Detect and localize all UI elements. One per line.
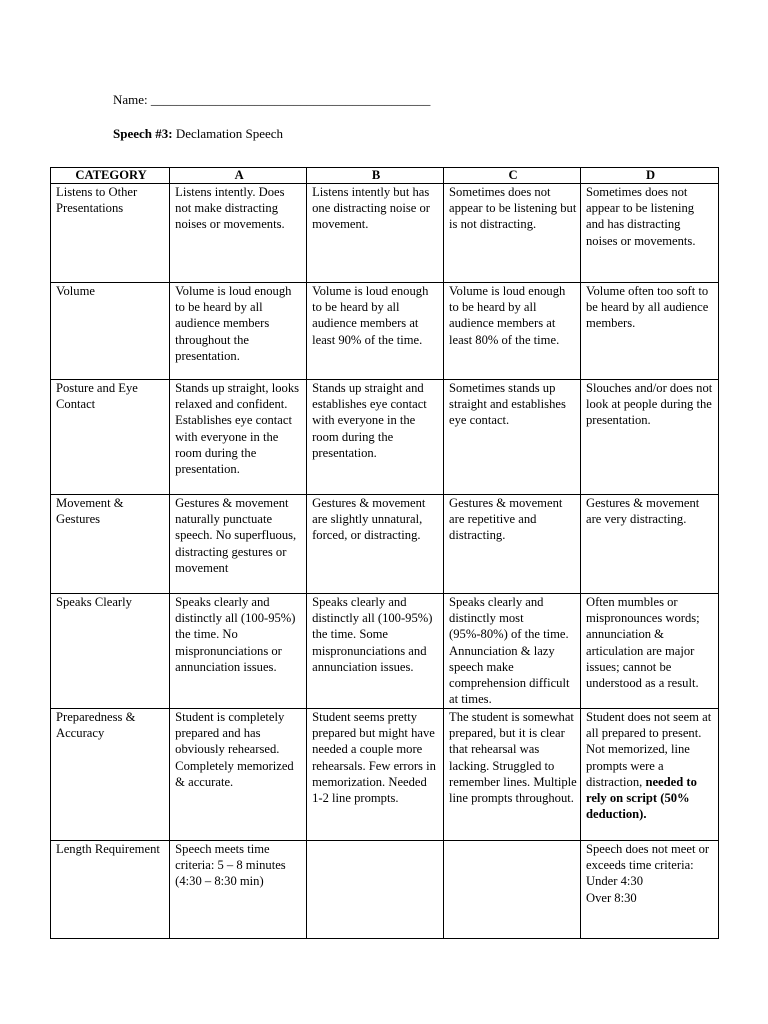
table-row <box>51 594 719 709</box>
name-blank: ___________________________________________ <box>150 92 431 107</box>
grade-d-cell: Slouches and/or does not look at people during the presentation. <box>580 380 718 495</box>
name-label: Name: <box>113 92 148 107</box>
grade-a-cell: Speaks clearly and distinctly all (100-95%) the time. No mispronunciations or annunciation issues. <box>170 594 307 709</box>
category-cell: Listens to Other Presentations <box>51 184 170 283</box>
header-a: A <box>170 168 307 184</box>
grade-c-cell: Volume is loud enough to be heard by all audience members at least 80% of the time. <box>444 283 581 380</box>
category-cell: Movement & Gestures <box>51 495 170 594</box>
grade-a-cell: Stands up straight, looks relaxed and confident. Establishes eye contact with everyone in the room during the presentation. <box>170 380 307 495</box>
grade-d-cell: Often mumbles or mispronounces words; annunciation & articulation are major issues; cannot be understood as a result. <box>580 594 718 709</box>
grade-b-cell: Listens intently but has one distracting noise or movement. <box>307 184 444 283</box>
category-cell: Length Requirement <box>51 841 170 939</box>
grade-a-cell: Speech meets time criteria: 5 – 8 minutes (4:30 – 8:30 min) <box>170 841 307 939</box>
grade-a-cell: Volume is loud enough to be heard by all audience members throughout the presentation. <box>170 283 307 380</box>
grade-d-cell: Sometimes does not appear to be listening and has distracting noises or movements. <box>580 184 718 283</box>
grade-d-cell: Gestures & movement are very distracting. <box>580 495 718 594</box>
header-c: C <box>444 168 581 184</box>
grade-d-text: Student does not seem at all prepared to present. Not memorized, line prompts were a distraction, <box>585 710 712 789</box>
grade-b-cell: Volume is loud enough to be heard by all audience members at least 90% of the time. <box>307 283 444 380</box>
grade-d-cell <box>580 709 718 841</box>
grade-b-cell: Stands up straight and establishes eye contact with everyone in the room during the presentation. <box>307 380 444 495</box>
grade-b-cell <box>307 841 444 939</box>
category-cell: Posture and Eye Contact <box>51 380 170 495</box>
grade-c-cell: Speaks clearly and distinctly most (95%-80%) of the time. Annunciation & lazy speech make comprehension difficult at times. <box>444 594 581 709</box>
category-cell: Preparedness & Accuracy <box>51 709 170 841</box>
grade-a-cell: Student is completely prepared and has obviously rehearsed. Completely memorized & accurate. <box>170 709 307 841</box>
grade-c-cell: Sometimes does not appear to be listening but is not distracting. <box>444 184 581 283</box>
grade-d-bold-text: needed to rely on script (50% deduction). <box>585 774 697 822</box>
grade-d-cell: Volume often too soft to be heard by all audience members. <box>580 283 718 380</box>
grade-c-cell <box>444 841 581 939</box>
speech-title-line <box>113 126 283 142</box>
table-row <box>51 184 719 283</box>
grade-b-cell: Gestures & movement are slightly unnatural, forced, or distracting. <box>307 495 444 594</box>
header-category: CATEGORY <box>51 168 170 184</box>
grade-c-cell: Sometimes stands up straight and establishes eye contact. <box>444 380 581 495</box>
name-field-line <box>113 92 430 108</box>
category-cell: Speaks Clearly <box>51 594 170 709</box>
speech-title: Declamation Speech <box>175 126 284 141</box>
table-row <box>51 841 719 939</box>
grade-d-cell <box>580 841 718 939</box>
grade-b-cell: Student seems pretty prepared but might have needed a couple more rehearsals. Few errors in memorization. Needed 1-2 line prompts. <box>307 709 444 841</box>
grade-a-cell: Gestures & movement naturally punctuate speech. No superfluous, distracting gestures or movement <box>170 495 307 594</box>
grade-c-cell: Gestures & movement are repetitive and distracting. <box>444 495 581 594</box>
header-b: B <box>307 168 444 184</box>
grade-d-line: Speech does not meet or exceeds time criteria: <box>585 842 710 873</box>
grade-b-cell: Speaks clearly and distinctly all (100-95%) the time. Some mispronunciations and annunciation issues. <box>307 594 444 709</box>
table-row <box>51 283 719 380</box>
table-row <box>51 709 719 841</box>
category-cell: Volume <box>51 283 170 380</box>
rubric-table <box>50 167 719 939</box>
speech-label: Speech #3: <box>113 126 173 141</box>
header-row <box>51 168 719 184</box>
table-row <box>51 495 719 594</box>
grade-d-line: Under 4:30 <box>585 874 643 889</box>
grade-a-cell: Listens intently. Does not make distracting noises or movements. <box>170 184 307 283</box>
header-d: D <box>580 168 718 184</box>
grade-d-line: Over 8:30 <box>585 890 637 905</box>
grade-c-cell: The student is somewhat prepared, but it is clear that rehearsal was lacking. Struggled to remember lines. Multiple line prompts throughout. <box>444 709 581 841</box>
table-row <box>51 380 719 495</box>
